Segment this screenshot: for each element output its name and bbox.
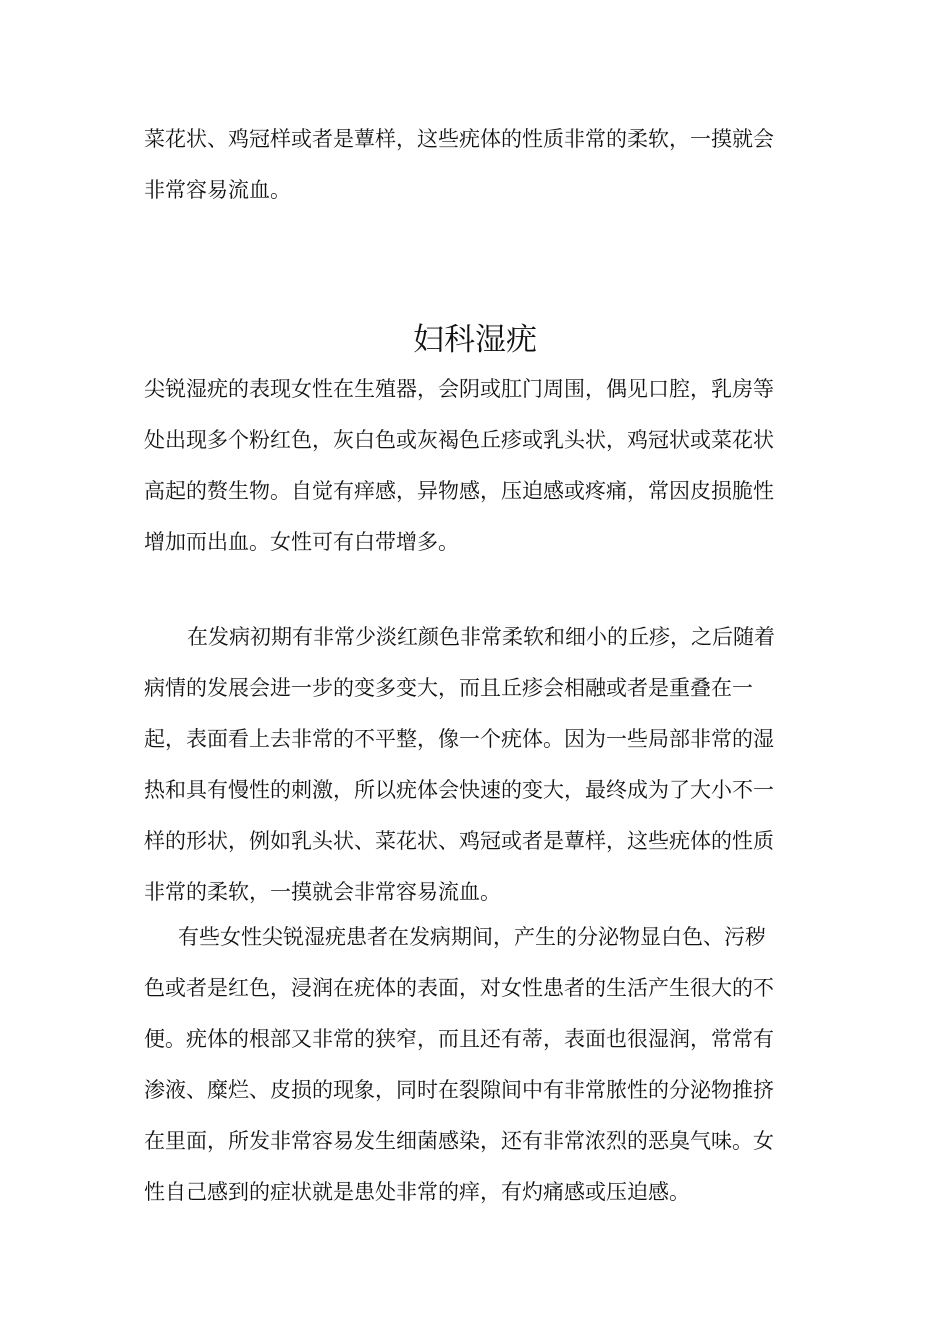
text-line: 性自己感到的症状就是患处非常的痒，有灼痛感或压迫感。 xyxy=(144,1180,690,1204)
section-heading: 妇科湿疣 xyxy=(413,322,537,358)
paragraph-1 xyxy=(144,364,808,568)
text-line: 菜花状、鸡冠样或者是蕈样，这些疣体的性质非常的柔软，一摸就会 xyxy=(144,127,774,151)
text-line: 在里面，所发非常容易发生细菌感染，还有非常浓烈的恶臭气味。女 xyxy=(144,1129,774,1153)
text-line: 热和具有慢性的刺激，所以疣体会快速的变大，最终成为了大小不一 xyxy=(144,778,774,802)
text-line: 病情的发展会进一步的变多变大，而且丘疹会相融或者是重叠在一 xyxy=(144,676,753,700)
paragraph-3 xyxy=(144,912,808,1218)
paragraph-2 xyxy=(144,612,808,918)
text-line: 尖锐湿疣的表现女性在生殖器，会阴或肛门周围，偶见口腔，乳房等 xyxy=(144,377,774,401)
text-line: 便。疣体的根部又非常的狭窄，而且还有蒂，表面也很湿润，常常有 xyxy=(144,1027,774,1051)
text-line: 在发病初期有非常少淡红颜色非常柔软和细小的丘疹，之后随着 xyxy=(166,625,775,649)
text-line: 处出现多个粉红色，灰白色或灰褐色丘疹或乳头状，鸡冠状或菜花状 xyxy=(144,428,774,452)
text-line: 增加而出血。女性可有白带增多。 xyxy=(144,530,459,554)
text-line: 样的形状，例如乳头状、菜花状、鸡冠或者是蕈样，这些疣体的性质 xyxy=(144,829,774,853)
text-line: 非常的柔软，一摸就会非常容易流血。 xyxy=(144,880,501,904)
text-line: 非常容易流血。 xyxy=(144,178,291,202)
text-line: 起，表面看上去非常的不平整，像一个疣体。因为一些局部非常的湿 xyxy=(144,727,774,751)
text-line: 渗液、糜烂、皮损的现象，同时在裂隙间中有非常脓性的分泌物推挤 xyxy=(144,1078,774,1102)
text-line: 有些女性尖锐湿疣患者在发病期间，产生的分泌物显白色、污秽 xyxy=(178,925,766,949)
continuation-paragraph xyxy=(144,114,808,216)
text-line: 色或者是红色，浸润在疣体的表面，对女性患者的生活产生很大的不 xyxy=(144,976,774,1000)
text-line: 高起的赘生物。自觉有痒感，异物感，压迫感或疼痛，常因皮损脆性 xyxy=(144,479,774,503)
